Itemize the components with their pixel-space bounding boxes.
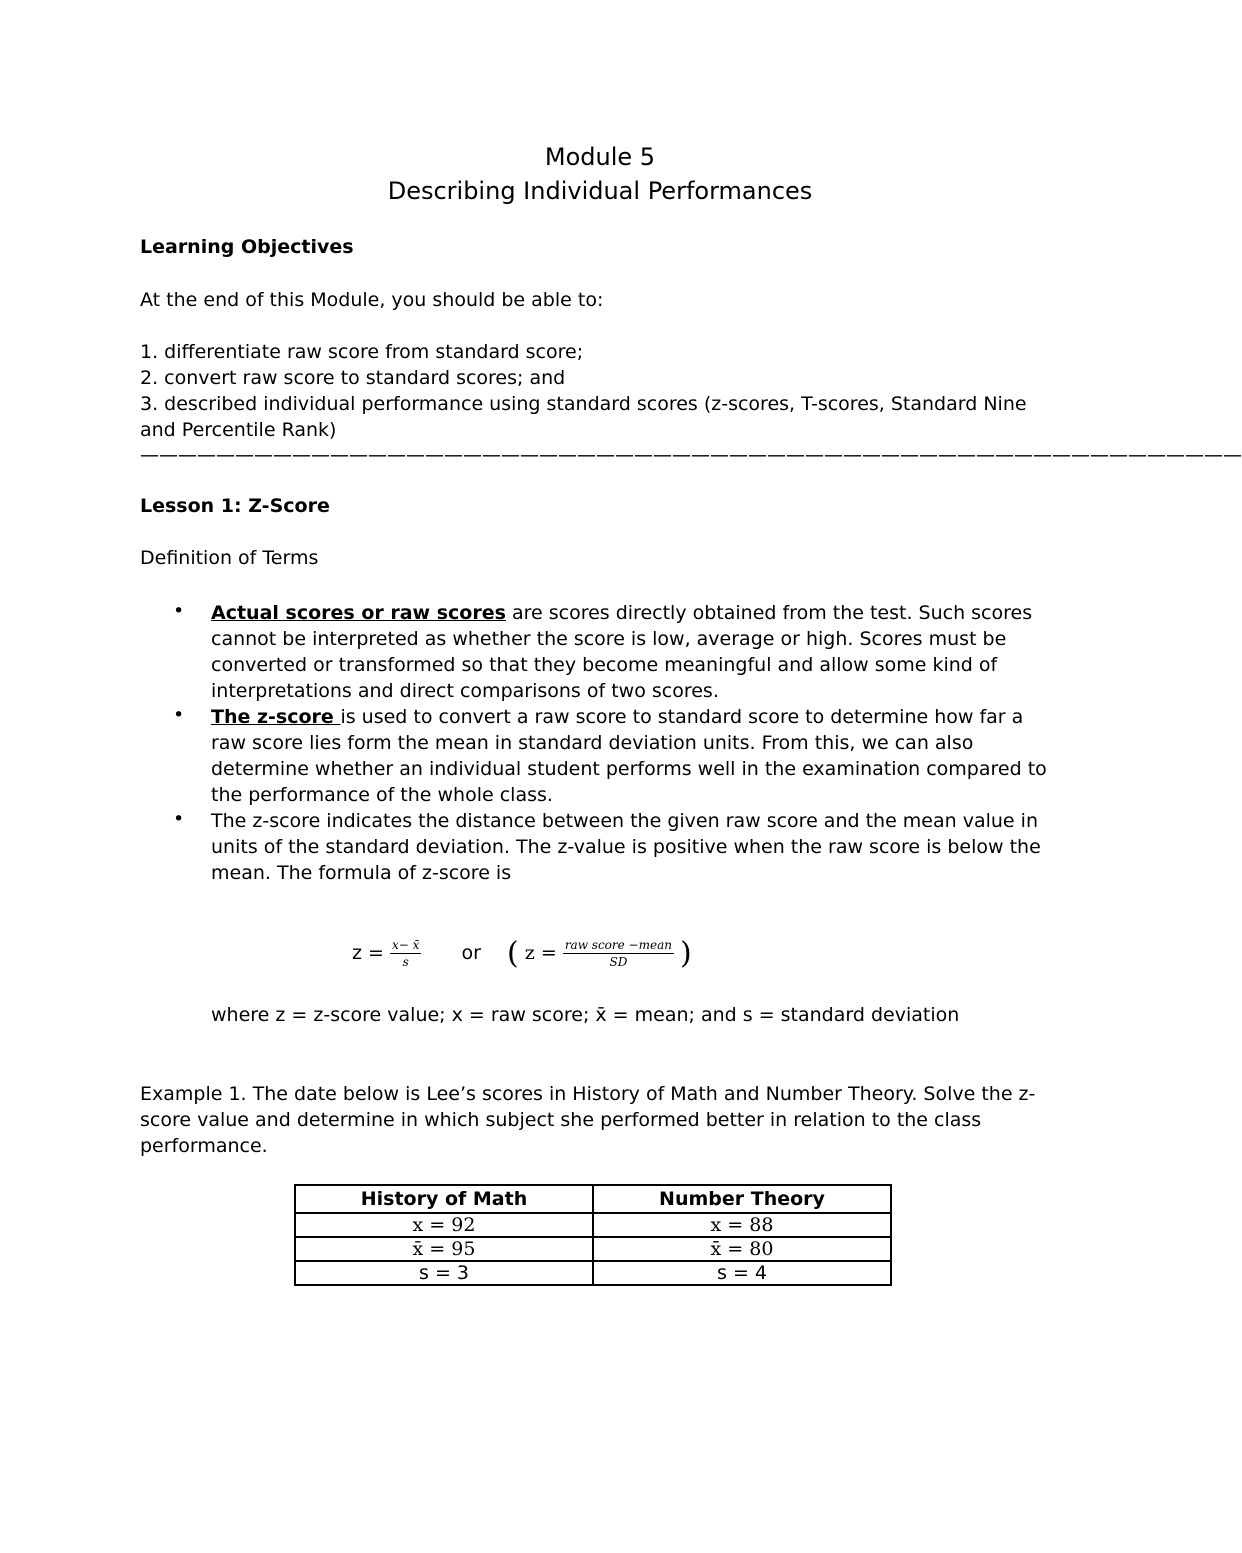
table-row bbox=[295, 1213, 891, 1237]
table-cell: x = 92 bbox=[295, 1213, 593, 1237]
table-cell: x̄ = 80 bbox=[593, 1237, 891, 1261]
module-subtitle: Describing Individual Performances bbox=[387, 177, 813, 205]
objectives-intro: At the end of this Module, you should be able to: bbox=[140, 289, 604, 311]
example-line-1: Example 1. The date below is Lee’s scores in History of Math and Number Theory. Solve the z- bbox=[140, 1083, 1036, 1105]
formula-fraction-1 bbox=[390, 937, 421, 970]
formula-numerator-2: raw score −mean bbox=[564, 938, 672, 952]
formula-z-equals-2: z = bbox=[524, 942, 557, 964]
table-cell: x̄ = 95 bbox=[295, 1237, 593, 1261]
bullet-1-line-3: converted or transformed so that they become meaningful and allow some kind of bbox=[211, 654, 998, 676]
module-title: Module 5 bbox=[544, 143, 656, 171]
example-line-3: performance. bbox=[140, 1135, 268, 1157]
bullet-3-line-3: mean. The formula of z-score is bbox=[211, 862, 512, 884]
bullet-marker: • bbox=[173, 808, 185, 830]
formula-numerator-1: x− x̄ bbox=[391, 938, 420, 952]
separator-line: —————————————————————————————————————————————————————————— bbox=[140, 444, 1242, 466]
bullet-marker: • bbox=[173, 704, 185, 726]
bullet-2-line-2: raw score lies form the mean in standard deviation units. From this, we can also bbox=[211, 732, 974, 754]
z-score-formula: z = $\frac{x- x̄}{s}$ or ( z = $\frac{\text{raw score −mean}}{SD}$ ) bbox=[352, 936, 692, 971]
formula-z-equals: z = bbox=[352, 942, 384, 964]
bullet-1-line-2: cannot be interpreted as whether the score is low, average or high. Scores must be bbox=[211, 628, 1007, 650]
table-header-row bbox=[295, 1185, 891, 1213]
bullet-3-line-2: units of the standard deviation. The z-value is positive when the raw score is below the bbox=[211, 836, 1041, 858]
definitions-heading: Definition of Terms bbox=[140, 547, 319, 569]
example-line-2: score value and determine in which subject she performed better in relation to the class bbox=[140, 1109, 982, 1131]
formula-fraction-2 bbox=[563, 937, 674, 970]
bullet-2-line-3: determine whether an individual student performs well in the examination compared to bbox=[211, 758, 1047, 780]
lesson-heading: Lesson 1: Z-Score bbox=[140, 495, 330, 517]
term-z-score: The z-score bbox=[211, 706, 341, 728]
header-history-of-math: History of Math bbox=[295, 1185, 593, 1213]
header-number-theory: Number Theory bbox=[593, 1185, 891, 1213]
objective-item-1: 1. differentiate raw score from standard score; bbox=[140, 341, 584, 363]
bullet-1-line-4: interpretations and direct comparisons of two scores. bbox=[211, 680, 719, 702]
scores-table bbox=[294, 1184, 892, 1286]
table-cell: s = 4 bbox=[593, 1261, 891, 1285]
formula-or: or bbox=[461, 942, 481, 964]
formula-denominator-2: SD bbox=[609, 955, 628, 969]
bullet-2-line-4: the performance of the whole class. bbox=[211, 784, 553, 806]
bullet-3-line-1: The z-score indicates the distance between the given raw score and the mean value in bbox=[211, 810, 1038, 832]
formula-denominator-1: s bbox=[402, 955, 409, 969]
objective-item-3: 3. described individual performance using standard scores (z-scores, T-scores, Standard Nine bbox=[140, 393, 1027, 415]
formula-legend: where z = z-score value; x = raw score; x̄ = mean; and s = standard deviation bbox=[211, 1004, 960, 1026]
bullet-marker: • bbox=[173, 600, 185, 622]
table-cell: x = 88 bbox=[593, 1213, 891, 1237]
bullet-1-line-1: Actual scores or raw scores are scores directly obtained from the test. Such scores bbox=[211, 602, 1033, 624]
objective-item-2: 2. convert raw score to standard scores; and bbox=[140, 367, 566, 389]
table-cell: s = 3 bbox=[295, 1261, 593, 1285]
objectives-heading: Learning Objectives bbox=[140, 236, 354, 258]
objective-item-3-cont: and Percentile Rank) bbox=[140, 419, 337, 441]
table-row bbox=[295, 1261, 891, 1285]
term-raw-scores: Actual scores or raw scores bbox=[211, 602, 506, 624]
bullet-2-line-1: The z-score is used to convert a raw score to standard score to determine how far a bbox=[211, 706, 1024, 728]
table-row bbox=[295, 1237, 891, 1261]
